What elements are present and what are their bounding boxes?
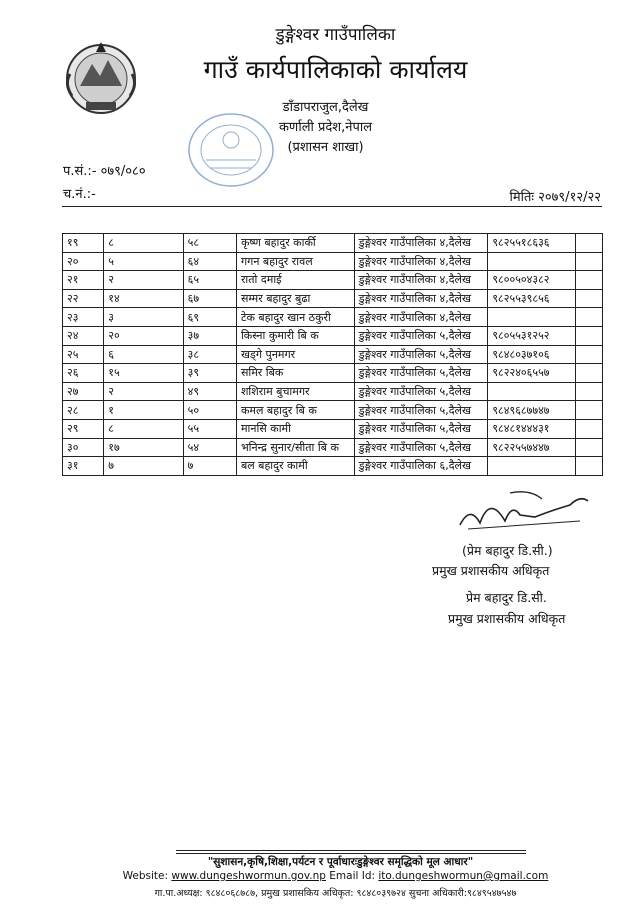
table-cell-c6: ९८४८१४४४३१ <box>488 419 575 438</box>
table-cell-c4: बल बहादुर कामी <box>236 457 354 476</box>
table-cell-c5: डुङ्गेश्वर गाउँपालिका ६,दैलेख <box>354 457 488 476</box>
handwritten-signature-icon <box>450 485 595 535</box>
table-cell-c3: ६५ <box>183 271 236 290</box>
table-cell-c5: डुङ्गेश्वर गाउँपालिका ४,दैलेख <box>354 308 488 327</box>
header-divider <box>62 206 602 207</box>
table-cell-c7 <box>575 326 602 345</box>
table-cell-c7 <box>575 345 602 364</box>
table-cell-c6: ९८२५५१८६३६ <box>488 234 575 253</box>
table-cell-c4: कमल बहादुर बि क <box>236 401 354 420</box>
table-cell-c4: खड्गे पुनमगर <box>236 345 354 364</box>
table-row <box>63 289 603 308</box>
table-cell-c4: किस्ना कुमारी बि क <box>236 326 354 345</box>
table-cell-c2: १५ <box>104 364 183 383</box>
footer-rule-double <box>176 853 526 854</box>
table-cell-c3: ४९ <box>183 382 236 401</box>
table-cell-c7 <box>575 234 602 253</box>
table-cell-c6: ९८४८०३७१०६ <box>488 345 575 364</box>
table-cell-c1: १९ <box>63 234 104 253</box>
table-row <box>63 345 603 364</box>
table-row <box>63 308 603 327</box>
municipality-name: डुङ्गेश्वर गाउँपालिका <box>275 25 396 45</box>
table-row <box>63 252 603 271</box>
table-cell-c3: ३७ <box>183 326 236 345</box>
website-link[interactable]: www.dungeshwormun.gov.np <box>171 870 326 882</box>
table-cell-c3: ३८ <box>183 345 236 364</box>
table-cell-c4: समिर बिक <box>236 364 354 383</box>
table-cell-c4: कृष्ण बहादुर कार्की <box>236 234 354 253</box>
table-cell-c6 <box>488 308 575 327</box>
table-cell-c3: ३९ <box>183 364 236 383</box>
table-row <box>63 401 603 420</box>
table-row <box>63 419 603 438</box>
table-cell-c3: ६९ <box>183 308 236 327</box>
table-cell-c5: डुङ्गेश्वर गाउँपालिका ५,दैलेख <box>354 345 488 364</box>
office-stamp-icon <box>186 110 276 190</box>
table-cell-c2: ८ <box>104 234 183 253</box>
table-cell-c1: २६ <box>63 364 104 383</box>
footer-contact-web <box>0 870 631 882</box>
table-cell-c2: ७ <box>104 457 183 476</box>
table-cell-c4: टेक बहादुर खान ठकुरी <box>236 308 354 327</box>
table-cell-c2: ६ <box>104 345 183 364</box>
table-cell-c7 <box>575 289 602 308</box>
table-cell-c3: ५० <box>183 401 236 420</box>
address-block <box>0 98 631 158</box>
table-cell-c4: शशिराम बुचामगर <box>236 382 354 401</box>
table-cell-c3: ७ <box>183 457 236 476</box>
table-cell-c1: २८ <box>63 401 104 420</box>
table-cell-c6: ९८२२५५७४४७ <box>488 438 575 457</box>
address-place: डाँडापराजुल,दैलेख <box>282 100 369 115</box>
section-name: (प्रशासन शाखा) <box>287 140 364 155</box>
table-cell-c3: ६४ <box>183 252 236 271</box>
table-cell-c1: २२ <box>63 289 104 308</box>
table-row <box>63 364 603 383</box>
table-cell-c7 <box>575 401 602 420</box>
table-cell-c2: १४ <box>104 289 183 308</box>
table-cell-c1: ३१ <box>63 457 104 476</box>
table-cell-c2: ५ <box>104 252 183 271</box>
table-cell-c7 <box>575 252 602 271</box>
table-cell-c2: २ <box>104 382 183 401</box>
address-province: कर्णाली प्रदेश,नेपाल <box>278 120 373 135</box>
table-cell-c6: ९८२५५३९८५६ <box>488 289 575 308</box>
table-row <box>63 382 603 401</box>
table-cell-c6: ९८०५५३१२५२ <box>488 326 575 345</box>
table-cell-c7 <box>575 438 602 457</box>
table-cell-c3: ५८ <box>183 234 236 253</box>
table-cell-c7 <box>575 364 602 383</box>
table-cell-c5: डुङ्गेश्वर गाउँपालिका ५,दैलेख <box>354 401 488 420</box>
table-row <box>63 326 603 345</box>
beneficiary-table <box>62 233 603 476</box>
table-cell-c4: रातो दमाई <box>236 271 354 290</box>
table-cell-c1: २९ <box>63 419 104 438</box>
table-cell-c4: गगन बहादुर रावल <box>236 252 354 271</box>
table-cell-c7 <box>575 382 602 401</box>
table-cell-c5: डुङ्गेश्वर गाउँपालिका ४,दैलेख <box>354 234 488 253</box>
table-cell-c7 <box>575 419 602 438</box>
dispatch-number: च.नं.:- <box>63 187 96 202</box>
table-cell-c7 <box>575 271 602 290</box>
reference-number: प.सं.:- ०७९/०८० <box>63 164 146 179</box>
table-cell-c3: ५५ <box>183 419 236 438</box>
table-cell-c5: डुङ्गेश्वर गाउँपालिका ४,दैलेख <box>354 271 488 290</box>
table-cell-c4: मानसि कामी <box>236 419 354 438</box>
table-cell-c5: डुङ्गेश्वर गाउँपालिका ४,दैलेख <box>354 252 488 271</box>
table-cell-c6: ९८४९६८७७४७ <box>488 401 575 420</box>
table-cell-c2: ३ <box>104 308 183 327</box>
table-cell-c4: सम्मर बहादुर बुढा <box>236 289 354 308</box>
email-link[interactable]: ito.dungeshwormun@gmail.com <box>378 870 549 882</box>
table-cell-c5: डुङ्गेश्वर गाउँपालिका ५,दैलेख <box>354 419 488 438</box>
table-row <box>63 234 603 253</box>
website-label: Website: <box>122 870 169 882</box>
table-cell-c1: २३ <box>63 308 104 327</box>
footer-phone-numbers: गा.पा.अध्यक्ष: ९८४८०६८७८७, प्रमुख प्रशासकिय अधिकृत: ९८४८०३९७२४ सुचना अधिकारी:९८४९५४७५४७ <box>154 888 517 899</box>
table-cell-c5: डुङ्गेश्वर गाउँपालिका ५,दैलेख <box>354 364 488 383</box>
signer-title: प्रमुख प्रशासकीय अधिकृत <box>432 563 550 578</box>
table-cell-c3: ५४ <box>183 438 236 457</box>
table-row <box>63 438 603 457</box>
table-cell-c2: १ <box>104 401 183 420</box>
table-cell-c6: ९८००५०४३८२ <box>488 271 575 290</box>
table-cell-c1: २७ <box>63 382 104 401</box>
table-cell-c2: २० <box>104 326 183 345</box>
table-cell-c2: ८ <box>104 419 183 438</box>
table-cell-c6 <box>488 382 575 401</box>
letter-date: मितिः २०७९/१२/२२ <box>509 190 601 205</box>
table-cell-c6 <box>488 457 575 476</box>
table-row <box>63 271 603 290</box>
table-cell-c1: २५ <box>63 345 104 364</box>
table-cell-c1: २१ <box>63 271 104 290</box>
table-cell-c1: २४ <box>63 326 104 345</box>
table-cell-c5: डुङ्गेश्वर गाउँपालिका ५,दैलेख <box>354 438 488 457</box>
table-cell-c1: ३० <box>63 438 104 457</box>
table-cell-c1: २० <box>63 252 104 271</box>
table-cell-c5: डुङ्गेश्वर गाउँपालिका ५,दैलेख <box>354 326 488 345</box>
table-cell-c5: डुङ्गेश्वर गाउँपालिका ५,दैलेख <box>354 382 488 401</box>
signer-name-stamp: प्रेम बहादुर डि.सी. <box>466 590 547 605</box>
signer-name-bracket: (प्रेम बहादुर डि.सी.) <box>462 543 553 558</box>
table-cell-c7 <box>575 457 602 476</box>
table-cell-c6 <box>488 252 575 271</box>
email-label: Email Id: <box>329 870 376 882</box>
office-title: गाउँ कार्यपालिकाको कार्यालय <box>203 55 468 84</box>
table-cell-c4: भनिन्द्र सुनार/सीता बि क <box>236 438 354 457</box>
signer-title-stamp: प्रमुख प्रशासकीय अधिकृत <box>448 611 566 626</box>
table-cell-c3: ६७ <box>183 289 236 308</box>
table-cell-c2: २ <box>104 271 183 290</box>
table-row <box>63 457 603 476</box>
table-cell-c5: डुङ्गेश्वर गाउँपालिका ४,दैलेख <box>354 289 488 308</box>
footer-slogan: "सुशासन,कृषि,शिक्षा,पर्यटन र पूर्वाधारःडुङ्गेश्वर समृद्धिको मूल आधार" <box>207 856 474 868</box>
table-cell-c6: ९८२२४०६५५७ <box>488 364 575 383</box>
table-cell-c2: १७ <box>104 438 183 457</box>
table-cell-c7 <box>575 308 602 327</box>
footer-rule <box>176 850 526 851</box>
